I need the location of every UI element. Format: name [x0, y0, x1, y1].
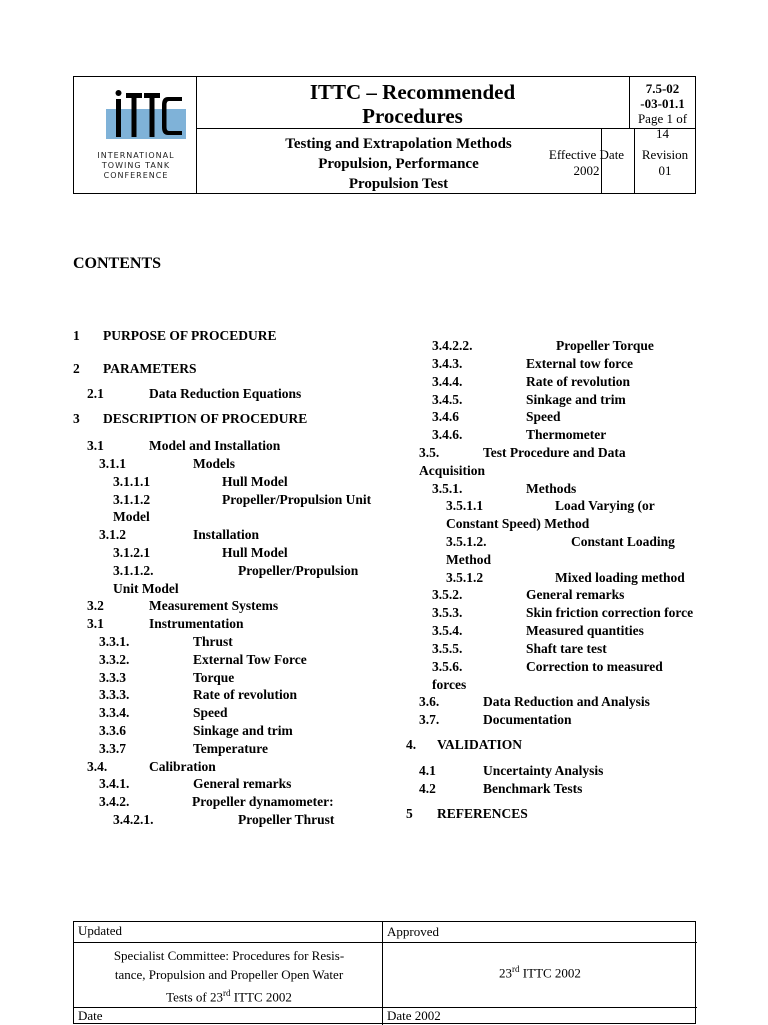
toc-entry-number: 3.5.1.2. [446, 534, 487, 549]
logo-caption-line: CONFERENCE [103, 171, 169, 180]
toc-entry-number: 3.4.2.1. [113, 812, 154, 827]
contents-heading: CONTENTS [73, 255, 162, 272]
toc-entry[interactable] [113, 508, 150, 526]
ittc-logo-graphic [106, 87, 186, 147]
toc-entry[interactable] [99, 526, 259, 544]
toc-entry[interactable] [432, 426, 606, 444]
toc-entry-number: 3.5. [419, 445, 440, 460]
toc-entry[interactable] [99, 722, 293, 740]
approved-value: 23rd ITTC 2002 [499, 964, 581, 981]
document-title [196, 77, 630, 129]
toc-entry-number: 3.4.6 [432, 409, 459, 424]
toc-entry[interactable] [113, 473, 288, 491]
subtitle-line: Testing and Extrapolation Methods [285, 136, 512, 152]
toc-entry[interactable] [446, 551, 491, 569]
revision-cell [635, 129, 695, 193]
updated-value [80, 946, 378, 1006]
toc-entry-text: External tow force [526, 356, 633, 371]
revision-value: 01 [658, 163, 672, 178]
toc-entry-number: 3 [73, 411, 80, 426]
toc-entry-number: 3.1 [87, 616, 104, 631]
toc-entry-text: Hull Model [222, 545, 288, 560]
toc-entry-number: 3.3.1. [99, 634, 130, 649]
toc-entry[interactable] [432, 480, 576, 498]
toc-entry-number: 3.3.6 [99, 723, 126, 738]
toc-entry[interactable] [419, 693, 650, 711]
toc-entry-text: Constant Loading [571, 534, 675, 549]
toc-entry-text: Unit Model [113, 581, 179, 596]
toc-entry-number: 3.1.1 [99, 456, 126, 471]
toc-entry-number: 3.3.4. [99, 705, 130, 720]
toc-entry-number: 3.1.1.1 [113, 474, 151, 489]
toc-entry-text: Measurement Systems [149, 598, 279, 613]
toc-entry[interactable] [432, 391, 626, 409]
approval-table [73, 921, 696, 1024]
toc-entry-number: 3.4.5. [432, 392, 463, 407]
toc-entry-text: Installation [193, 527, 260, 542]
toc-entry[interactable] [113, 580, 179, 598]
toc-entry-number: 2.1 [87, 386, 104, 401]
toc-entry[interactable] [432, 337, 654, 355]
updated-value-line: tance, Propulsion and Propeller Open Water [114, 967, 344, 982]
toc-entry[interactable] [432, 676, 466, 694]
toc-entry-text: Thrust [193, 634, 233, 649]
toc-entry[interactable] [419, 444, 626, 462]
toc-entry[interactable] [87, 615, 244, 633]
toc-entry[interactable] [419, 780, 582, 798]
toc-entry[interactable] [73, 327, 277, 345]
toc-entry[interactable] [406, 805, 528, 823]
toc-entry-number: 3.1.1.2 [113, 492, 151, 507]
toc-entry-text: Mixed loading method [555, 570, 685, 585]
toc-entry-number: 4.1 [419, 763, 436, 778]
toc-entry[interactable] [446, 569, 685, 587]
toc-entry-number: 4. [406, 737, 417, 752]
toc-entry[interactable] [432, 408, 561, 426]
toc-entry[interactable] [99, 793, 334, 811]
toc-entry-number: 3.4.2.2. [432, 338, 473, 353]
toc-entry-text: Hull Model [222, 474, 288, 489]
toc-entry-text: PURPOSE OF PROCEDURE [103, 328, 277, 343]
toc-entry-number: 3.5.6. [432, 659, 463, 674]
toc-entry-text: External Tow Force [193, 652, 307, 667]
toc-entry[interactable] [113, 544, 288, 562]
toc-entry[interactable] [99, 455, 235, 473]
toc-entry-text: Sinkage and trim [193, 723, 293, 738]
updated-value-line: Specialist Committee: Procedures for Resis- [113, 948, 345, 963]
toc-entry-text: Uncertainty Analysis [483, 763, 604, 778]
toc-entry-text: forces [432, 677, 467, 692]
toc-entry-text: Test Procedure and Data [483, 445, 626, 460]
toc-entry[interactable] [99, 775, 291, 793]
toc-entry[interactable] [113, 562, 358, 580]
toc-entry-number: 3.3.7 [99, 741, 126, 756]
logo-caption-line: TOWING TANK [101, 161, 171, 170]
toc-entry-text: PARAMETERS [103, 361, 197, 376]
toc-entry-text: Measured quantities [526, 623, 644, 638]
toc-entry-number: 1 [73, 328, 80, 343]
toc-entry[interactable] [73, 410, 307, 428]
toc-entry-text: Acquisition [419, 463, 486, 478]
toc-entry-number: 3.5.1. [432, 481, 463, 496]
toc-entry-text: Rate of revolution [193, 687, 297, 702]
title-line: Procedures [362, 104, 463, 128]
approved-label: Approved [387, 924, 439, 939]
effective-date-cell [539, 129, 635, 193]
toc-entry-text: Propeller Torque [556, 338, 654, 353]
toc-entry-text: Data Reduction and Analysis [483, 694, 650, 709]
toc-entry-number: 3.4.1. [99, 776, 130, 791]
toc-entry[interactable] [87, 758, 216, 776]
toc-entry-text: Shaft tare test [526, 641, 607, 656]
toc-entry[interactable] [432, 355, 633, 373]
updated-value-line: Tests of 23rd ITTC 2002 [166, 988, 292, 1005]
toc-entry[interactable] [432, 604, 693, 622]
toc-entry-text: DESCRIPTION OF PROCEDURE [103, 411, 308, 426]
toc-entry-number: 3.4.2. [99, 794, 130, 809]
toc-entry[interactable] [446, 533, 675, 551]
toc-entry-number: 3.1 [87, 438, 104, 453]
toc-entry[interactable] [446, 515, 589, 533]
subtitle-line: Propulsion, Performance [318, 156, 479, 172]
toc-entry[interactable] [99, 669, 234, 687]
ittc-logo [74, 77, 197, 193]
toc-entry-number: 3.1.2 [99, 527, 126, 542]
toc-entry-text: Load Varying (or [555, 498, 655, 513]
toc-entry[interactable] [99, 651, 307, 669]
code-line: 7.5-02 [645, 81, 680, 96]
toc-entry[interactable] [419, 762, 603, 780]
toc-entry[interactable] [432, 658, 663, 676]
toc-entry-text: Method [446, 552, 491, 567]
toc-entry-number: 5 [406, 806, 413, 821]
toc-entry-text: Correction to measured [526, 659, 663, 674]
toc-entry[interactable] [432, 640, 607, 658]
table-divider [74, 942, 697, 943]
toc-entry[interactable] [419, 462, 485, 480]
toc-entry-number: 3.5.1.2 [446, 570, 484, 585]
toc-entry-text: Speed [193, 705, 228, 720]
toc-entry[interactable] [99, 686, 297, 704]
toc-entry-text: Thermometer [526, 427, 607, 442]
toc-entry-number: 3.5.1.1 [446, 498, 484, 513]
toc-entry[interactable] [432, 373, 630, 391]
toc-entry-text: Propeller dynamometer: [192, 794, 334, 809]
revision-label: Revision [641, 147, 689, 162]
effective-date-value: 2002 [573, 163, 600, 178]
updated-label: Updated [78, 923, 123, 938]
toc-entry-number: 3.6. [419, 694, 440, 709]
logo-caption-line: INTERNATIONAL [97, 151, 175, 160]
page-info: Page 1 of 14 [637, 111, 688, 141]
table-divider [382, 922, 383, 1025]
toc-entry-text: Propeller/Propulsion Unit [222, 492, 372, 507]
toc-entry[interactable] [99, 740, 268, 758]
toc-entry-text: Data Reduction Equations [149, 386, 302, 401]
toc-entry-text: Propeller/Propulsion [238, 563, 359, 578]
toc-entry-text: General remarks [526, 587, 625, 602]
table-divider [74, 1007, 697, 1008]
toc-entry[interactable] [446, 497, 655, 515]
effective-date-label: Effective Date [548, 147, 625, 162]
toc-entry-number: 3.4. [87, 759, 108, 774]
toc-entry-text: Rate of revolution [526, 374, 630, 389]
toc-entry[interactable] [113, 811, 334, 829]
toc-entry-number: 3.5.2. [432, 587, 463, 602]
toc-entry[interactable] [419, 711, 572, 729]
toc-entry[interactable] [99, 633, 233, 651]
toc-entry-number: 3.1.2.1 [113, 545, 151, 560]
toc-entry[interactable] [87, 597, 278, 615]
logo-caption [80, 151, 192, 181]
toc-entry-number: 3.3.3. [99, 687, 130, 702]
toc-entry[interactable] [406, 736, 522, 754]
toc-entry[interactable] [87, 437, 280, 455]
toc-entry-number: 3.4.6. [432, 427, 463, 442]
toc-entry-text: Speed [526, 409, 561, 424]
date-label: Date [78, 1008, 103, 1023]
toc-entry-text: VALIDATION [437, 737, 523, 752]
toc-entry-number: 3.5.5. [432, 641, 463, 656]
toc-entry-number: 3.5.4. [432, 623, 463, 638]
toc-entry-text: Calibration [149, 759, 216, 774]
toc-entry-text: Temperature [193, 741, 268, 756]
toc-entry-text: Methods [526, 481, 577, 496]
toc-entry-text: Skin friction correction force [526, 605, 694, 620]
toc-entry-text: Instrumentation [149, 616, 244, 631]
toc-entry[interactable] [432, 622, 644, 640]
toc-entry-number: 4.2 [419, 781, 436, 796]
toc-entry-number: 3.1.1.2. [113, 563, 154, 578]
toc-entry-text: Torque [193, 670, 235, 685]
toc-entry-text: General remarks [193, 776, 292, 791]
toc-entry[interactable] [432, 586, 624, 604]
toc-entry-number: 3.4.4. [432, 374, 463, 389]
toc-entry-number: 3.3.2. [99, 652, 130, 667]
toc-entry-text: Model and Installation [149, 438, 281, 453]
code-line: -03-01.1 [640, 96, 685, 111]
toc-entry-number: 3.3.3 [99, 670, 126, 685]
toc-entry-number: 3.7. [419, 712, 440, 727]
toc-entry[interactable] [73, 360, 197, 378]
toc-entry[interactable] [99, 704, 228, 722]
toc-entry-text: Sinkage and trim [526, 392, 626, 407]
toc-entry[interactable] [87, 385, 301, 403]
toc-entry-number: 3.4.3. [432, 356, 463, 371]
procedure-code [630, 77, 695, 141]
toc-entry-text: Model [113, 509, 150, 524]
toc-entry-number: 3.2 [87, 598, 104, 613]
toc-entry-text: Benchmark Tests [483, 781, 583, 796]
toc-entry-text: REFERENCES [437, 806, 528, 821]
header-table [73, 76, 696, 194]
subtitle-line: Propulsion Test [348, 176, 449, 192]
toc-entry-text: Constant Speed) Method [446, 516, 590, 531]
toc-entry-text: Models [193, 456, 235, 471]
toc-entry-text: Propeller Thrust [238, 812, 335, 827]
title-line: ITTC – Recommended [309, 80, 516, 104]
toc-entry[interactable] [113, 491, 371, 509]
toc-entry-number: 3.5.3. [432, 605, 463, 620]
toc-entry-number: 2 [73, 361, 80, 376]
toc-entry-text: Documentation [483, 712, 572, 727]
date-value: Date 2002 [387, 1008, 441, 1023]
